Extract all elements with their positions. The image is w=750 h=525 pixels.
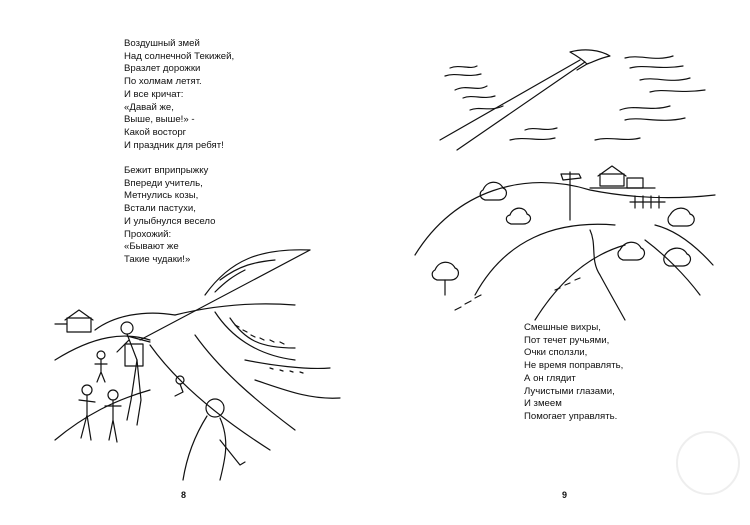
poem-line: По холмам летят. [124,76,202,88]
poem-line: Вразлет дорожки [124,63,201,75]
poem-line: Лучистыми глазами, [524,385,615,397]
watermark-emblem [676,431,740,495]
right-poem [524,322,623,424]
poem-line: Над солнечной Текижей, [124,50,235,62]
poem-line: Воздушный змей [124,38,200,49]
page-number-left: 8 [181,490,187,500]
poem-line: И улыбнулся весело [124,215,216,227]
poem-line: Очки сползли, [524,347,588,359]
poem-line: Выше, выше!» - [124,114,195,126]
poem-line: Встали пастухи, [124,203,196,215]
stanza-gap [124,152,234,165]
poem-line: «Давай же, [124,101,174,113]
poem-line: И все кричат: [124,88,184,100]
poem-line: Бежит вприпрыжку [124,165,209,177]
teacher-with-kite-illustration [55,240,340,485]
poem-line: «Бывают же [124,241,179,253]
page-number-right: 9 [562,490,568,500]
poem-line: И змеем [524,398,562,410]
poem-line: Пот течет ручьями, [524,334,610,346]
poem-line: Смешные вихры, [524,322,601,333]
left-poem [124,38,234,267]
poem-line: Метнулись козы, [124,190,199,202]
poem-line: Помогает управлять. [524,410,618,422]
poem-line: Такие чудаки!» [124,253,191,265]
kite-over-hills-illustration [415,40,715,320]
poem-line: И праздник для ребят! [124,139,224,151]
poem-line: Не время поправлять, [524,360,624,372]
poem-line: Впереди учитель, [124,177,203,189]
poem-line: Какой восторг [124,126,187,138]
poem-line: А он глядит [524,372,576,384]
poem-line: Прохожий: [124,228,172,240]
